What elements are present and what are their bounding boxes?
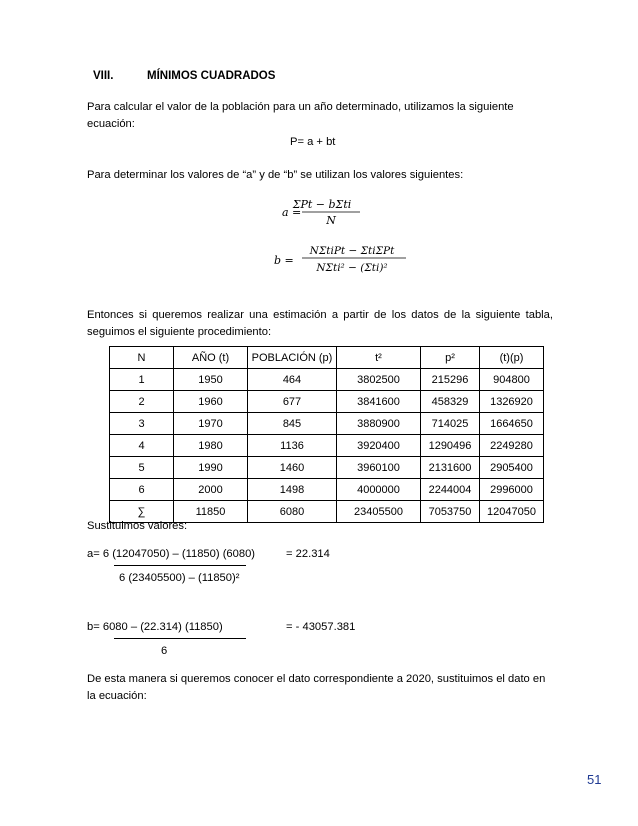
formula-a-numerator: ΣPt − bΣti	[292, 198, 352, 211]
table-cell: 1664650	[480, 413, 544, 435]
table-cell: 6080	[248, 501, 337, 523]
table-cell: 2905400	[480, 457, 544, 479]
table-cell: 2000	[174, 479, 248, 501]
table-cell: 2244004	[421, 479, 480, 501]
table-header-cell: POBLACIÓN (p)	[248, 347, 337, 369]
least-squares-formulas	[274, 191, 412, 281]
table-row	[110, 435, 544, 457]
formula-b-denominator: NΣti² − (Σti)²	[316, 262, 388, 274]
table-cell: 1980	[174, 435, 248, 457]
table-cell: 1970	[174, 413, 248, 435]
table-cell: 3802500	[337, 369, 421, 391]
b-calc-denominator: 6	[161, 645, 168, 657]
data-table	[109, 346, 544, 523]
table-row	[110, 413, 544, 435]
table-cell: 458329	[421, 391, 480, 413]
table-cell: 6	[110, 479, 174, 501]
table-cell: 464	[248, 369, 337, 391]
table-header-cell: (t)(p)	[480, 347, 544, 369]
formula-a-lhs: a =	[282, 206, 302, 219]
formula-b-lhs: b =	[274, 254, 294, 267]
section-title: MÍNIMOS CUADRADOS	[147, 70, 276, 82]
table-cell: 1498	[248, 479, 337, 501]
table-cell: 11850	[174, 501, 248, 523]
table-cell: 3880900	[337, 413, 421, 435]
a-calc-result: = 22.314	[286, 548, 330, 560]
table-cell: 7053750	[421, 501, 480, 523]
table-row	[110, 479, 544, 501]
table-header-cell: t²	[337, 347, 421, 369]
table-cell: 2131600	[421, 457, 480, 479]
formula-b-numerator: NΣtiPt − ΣtiΣPt	[309, 245, 395, 257]
section-number: VIII.	[93, 70, 114, 82]
table-cell: 2	[110, 391, 174, 413]
table-cell: 714025	[421, 413, 480, 435]
table-cell: 2996000	[480, 479, 544, 501]
b-calc-result: = - 43057.381	[286, 621, 356, 633]
table-header-row	[110, 347, 544, 369]
b-calc-fraction-bar	[114, 638, 246, 639]
sustituimos-label: Sustituimos valores:	[87, 520, 188, 532]
table-row	[110, 391, 544, 413]
table-cell: 1	[110, 369, 174, 391]
table-row	[110, 457, 544, 479]
table-cell: 2249280	[480, 435, 544, 457]
table-cell: 904800	[480, 369, 544, 391]
formula-a-denominator: N	[326, 214, 336, 227]
table-cell: 1460	[248, 457, 337, 479]
table-cell: 4000000	[337, 479, 421, 501]
table-cell: ∑	[110, 501, 174, 523]
table-header-cell: AÑO (t)	[174, 347, 248, 369]
final-paragraph: De esta manera si queremos conocer el dato correspondiente a 2020, sustituimos el dato en la ecuación:	[87, 673, 546, 702]
population-equation: P= a + bt	[290, 136, 336, 148]
table-cell: 1950	[174, 369, 248, 391]
table-cell: 1960	[174, 391, 248, 413]
table-cell: 4	[110, 435, 174, 457]
a-calc-fraction-bar	[114, 565, 246, 566]
intro-paragraph: Para calcular el valor de la población para un año determinado, utilizamos la siguiente ecuación:	[87, 101, 514, 130]
table-cell: 1136	[248, 435, 337, 457]
table-cell: 1990	[174, 457, 248, 479]
table-cell: 1290496	[421, 435, 480, 457]
table-cell: 3960100	[337, 457, 421, 479]
table-row	[110, 369, 544, 391]
table-cell: 215296	[421, 369, 480, 391]
table-cell: 3	[110, 413, 174, 435]
page-number: 51	[587, 772, 602, 787]
a-calc-denominator: 6 (23405500) – (11850)²	[119, 572, 240, 584]
determine-paragraph: Para determinar los valores de “a” y de “b” se utilizan los valores siguientes:	[87, 169, 464, 181]
table-cell: 5	[110, 457, 174, 479]
table-cell: 677	[248, 391, 337, 413]
table-cell: 1326920	[480, 391, 544, 413]
table-cell: 3841600	[337, 391, 421, 413]
a-calc-numerator: a= 6 (12047050) – (11850) (6080)	[87, 548, 256, 560]
table-cell: 3920400	[337, 435, 421, 457]
table-cell: 23405500	[337, 501, 421, 523]
table-header-cell: N	[110, 347, 174, 369]
section-heading	[93, 70, 275, 82]
table-header-cell: p²	[421, 347, 480, 369]
table-cell: 12047050	[480, 501, 544, 523]
b-calc-numerator: b= 6080 – (22.314) (11850)	[87, 621, 223, 633]
table-cell: 845	[248, 413, 337, 435]
entonces-paragraph: Entonces si queremos realizar una estimación a partir de los datos de la siguiente tabla, seguimos el siguiente procedimiento:	[87, 309, 553, 338]
